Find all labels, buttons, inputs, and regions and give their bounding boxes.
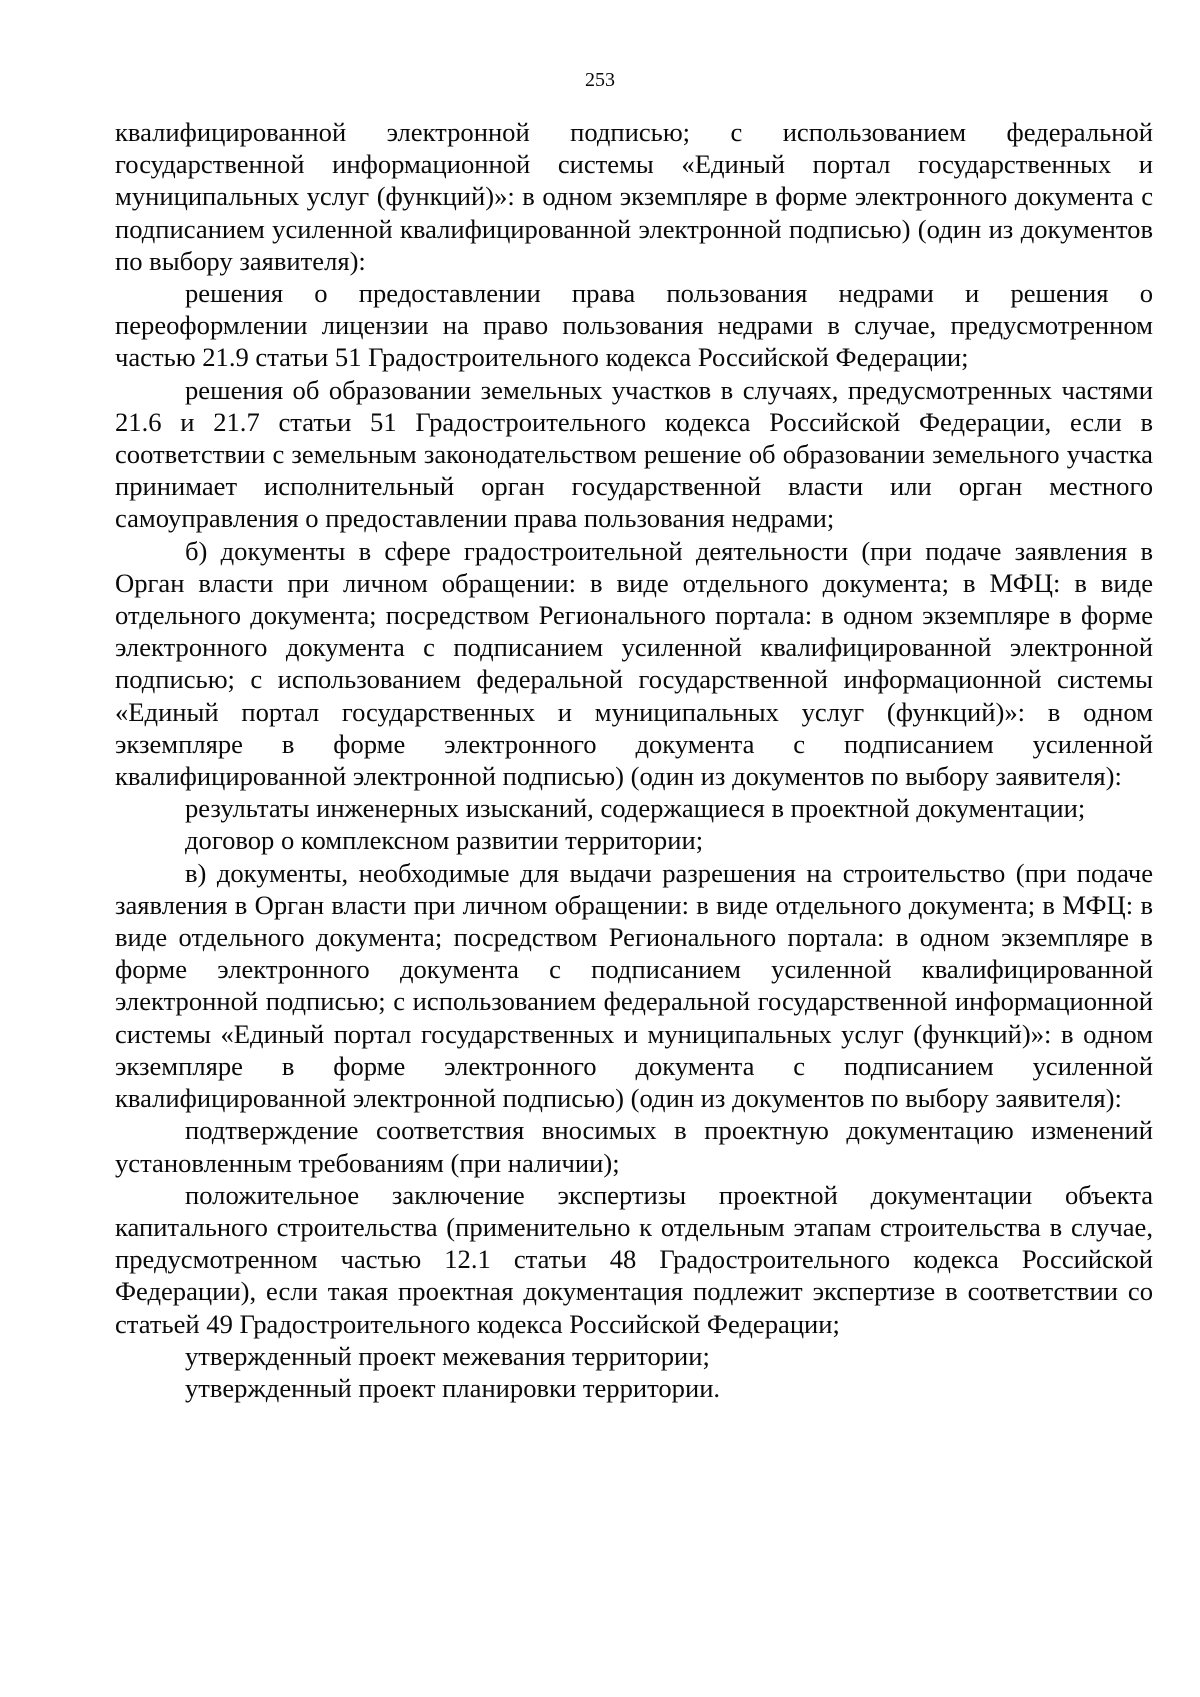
document-body — [115, 116, 1153, 1404]
paragraph-changes-confirmation: подтверждение соответствия вносимых в проектную документацию изменений установленным требованиям (при наличии); — [115, 1115, 1153, 1178]
paragraph-urban-planning-documents: б) документы в сфере градостроительной деятельности (при подаче заявления в Орган власти при личном обращении: в виде отдельного документа; в МФЦ: в виде отдельного документа; посредством Регионального портала: в одном экземпляре в форме электронного документа с подписанием усиленной квалифицированной электронной подписью; с использованием федеральной государственной информационной системы «Единый портал государственных и муниципальных услуг (функций)»: в одном экземпляре в форме электронного документа с подписанием усиленной квалифицированной электронной подписью) (один из документов по выбору заявителя): — [115, 535, 1153, 792]
paragraph-surveying-project: утвержденный проект межевания территории; — [185, 1340, 710, 1371]
paragraph-subsoil-use-decisions: решения о предоставлении права пользования недрами и решения о переоформлении лицензии на право пользования недрами в случае, предусмотренном частью 21.9 статьи 51 Градостроительного кодекса Российской Федерации; — [115, 278, 1153, 373]
paragraph-building-permit-documents: в) документы, необходимые для выдачи разрешения на строительство (при подаче заявления в Орган власти при личном обращении: в виде отдельного документа; в МФЦ: в виде отдельного документа; посредством Регионального портала: в одном экземпляре в форме электронного документа с подписанием усиленной квалифицированной электронной подписью; с использованием федеральной государственной информационной системы «Единый портал государственных и муниципальных услуг (функций)»: в одном экземпляре в форме электронного документа с подписанием усиленной квалифицированной электронной подписью) (один из документов по выбору заявителя): — [115, 857, 1153, 1114]
paragraph-expert-conclusion: положительное заключение экспертизы проектной документации объекта капитального строительства (применительно к отдельным этапам строительства в случае, предусмотренном частью 12.1 статьи 48 Градостроительного кодекса Российской Федерации), если такая проектная документация подлежит экспертизе в соответствии со статьей 49 Градостроительного кодекса Российской Федерации; — [115, 1179, 1153, 1339]
paragraph-continuation: квалифицированной электронной подписью; с использованием федеральной государственной информационной системы «Единый портал государственных и муниципальных услуг (функций)»: в одном экземпляре в форме электронного документа с подписанием усиленной квалифицированной электронной подписью) (один из документов по выбору заявителя): — [115, 117, 1153, 276]
paragraph-planning-project: утвержденный проект планировки территории. — [185, 1372, 721, 1403]
paragraph-land-plot-formation: решения об образовании земельных участков в случаях, предусмотренных частями 21.6 и 21.7 статьи 51 Градостроительного кодекса Российской Федерации, если в соответствии с земельным законодательством решение об образовании земельного участка принимает исполнительный орган государственной власти или орган местного самоуправления о предоставлении права пользования недрами; — [115, 374, 1153, 534]
paragraph-complex-development-contract: договор о комплексном развитии территории; — [185, 825, 704, 856]
page-number: 253 — [585, 69, 615, 91]
paragraph-engineering-surveys: результаты инженерных изысканий, содержащиеся в проектной документации; — [185, 793, 1086, 824]
